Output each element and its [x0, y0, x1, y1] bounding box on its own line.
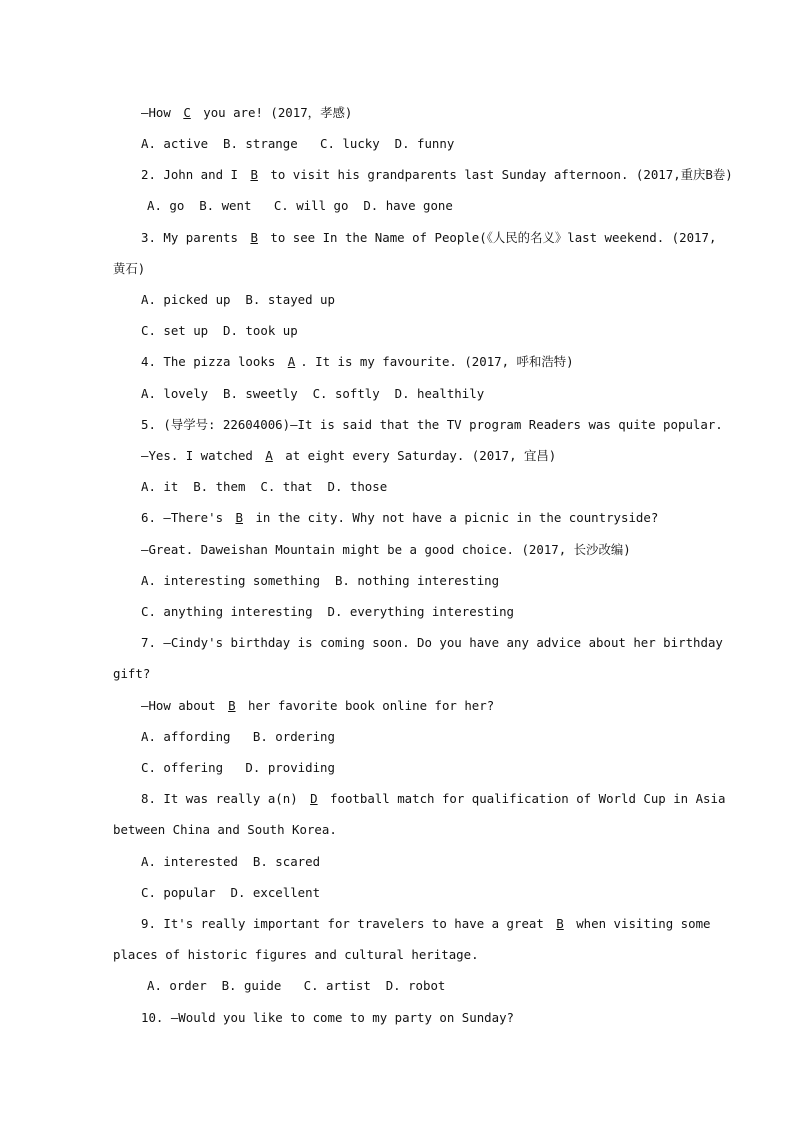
- question-3-options-cd: C. set up D. took up: [141, 323, 298, 338]
- question-1-options: A. active B. strange C. lucky D. funny: [141, 136, 455, 151]
- question-7-stem-continued: gift?: [113, 666, 151, 681]
- question-5-stem: 5. (导学号: 22604006)—It is said that the TV program Readers was quite popular.: [141, 417, 723, 432]
- question-6-reply: —Great. Daweishan Mountain might be a good choice. (2017, 长沙改编): [141, 542, 631, 557]
- answer-blank: B: [556, 916, 564, 931]
- question-5-options: A. it B. them C. that D. those: [141, 479, 388, 494]
- answer-blank: B: [250, 230, 258, 245]
- question-7-options-cd: C. offering D. providing: [141, 760, 335, 775]
- question-4-options: A. lovely B. sweetly C. softly D. healthily: [141, 386, 485, 401]
- answer-blank: C: [183, 105, 191, 120]
- answer-blank: D: [310, 791, 318, 806]
- question-3-stem: 3. My parents B to see In the Name of People(《人民的名义》last weekend. (2017,: [141, 230, 717, 245]
- answer-blank: B: [235, 510, 243, 525]
- question-9-stem-continued: places of historic figures and cultural heritage.: [113, 947, 479, 962]
- answer-blank: A: [265, 448, 273, 463]
- question-9-options: A. order B. guide C. artist D. robot: [147, 978, 446, 993]
- question-9-stem: 9. It's really important for travelers to have a great B when visiting some: [141, 916, 711, 931]
- question-8-stem-continued: between China and South Korea.: [113, 822, 337, 837]
- question-4-stem: 4. The pizza looks A . It is my favourite. (2017, 呼和浩特): [141, 354, 574, 369]
- question-2-stem: 2. John and I B to visit his grandparents last Sunday afternoon. (2017,重庆B卷): [141, 167, 733, 182]
- question-10-stem: 10. —Would you like to come to my party on Sunday?: [141, 1010, 514, 1025]
- question-8-stem: 8. It was really a(n) D football match for qualification of World Cup in Asia: [141, 791, 726, 806]
- question-3-options-ab: A. picked up B. stayed up: [141, 292, 335, 307]
- question-6-options-ab: A. interesting something B. nothing interesting: [141, 573, 500, 588]
- question-6-stem: 6. —There's B in the city. Why not have a picnic in the countryside?: [141, 510, 659, 525]
- question-5-reply: —Yes. I watched A at eight every Saturday. (2017, 宜昌): [141, 448, 557, 463]
- question-7-stem: 7. —Cindy's birthday is coming soon. Do you have any advice about her birthday: [141, 635, 723, 650]
- question-7-options-ab: A. affording B. ordering: [141, 729, 335, 744]
- answer-blank: B: [228, 698, 236, 713]
- question-7-reply: —How about B her favorite book online for her?: [141, 698, 495, 713]
- question-2-options: A. go B. went C. will go D. have gone: [147, 198, 453, 213]
- question-8-options-ab: A. interested B. scared: [141, 854, 321, 869]
- question-6-options-cd: C. anything interesting D. everything interesting: [141, 604, 514, 619]
- question-8-options-cd: C. popular D. excellent: [141, 885, 321, 900]
- answer-blank: B: [250, 167, 258, 182]
- question-3-stem-continued: 黄石): [113, 261, 146, 276]
- answer-blank: A: [287, 354, 296, 369]
- question-1-stem: —How C you are! (2017，孝感): [141, 105, 353, 120]
